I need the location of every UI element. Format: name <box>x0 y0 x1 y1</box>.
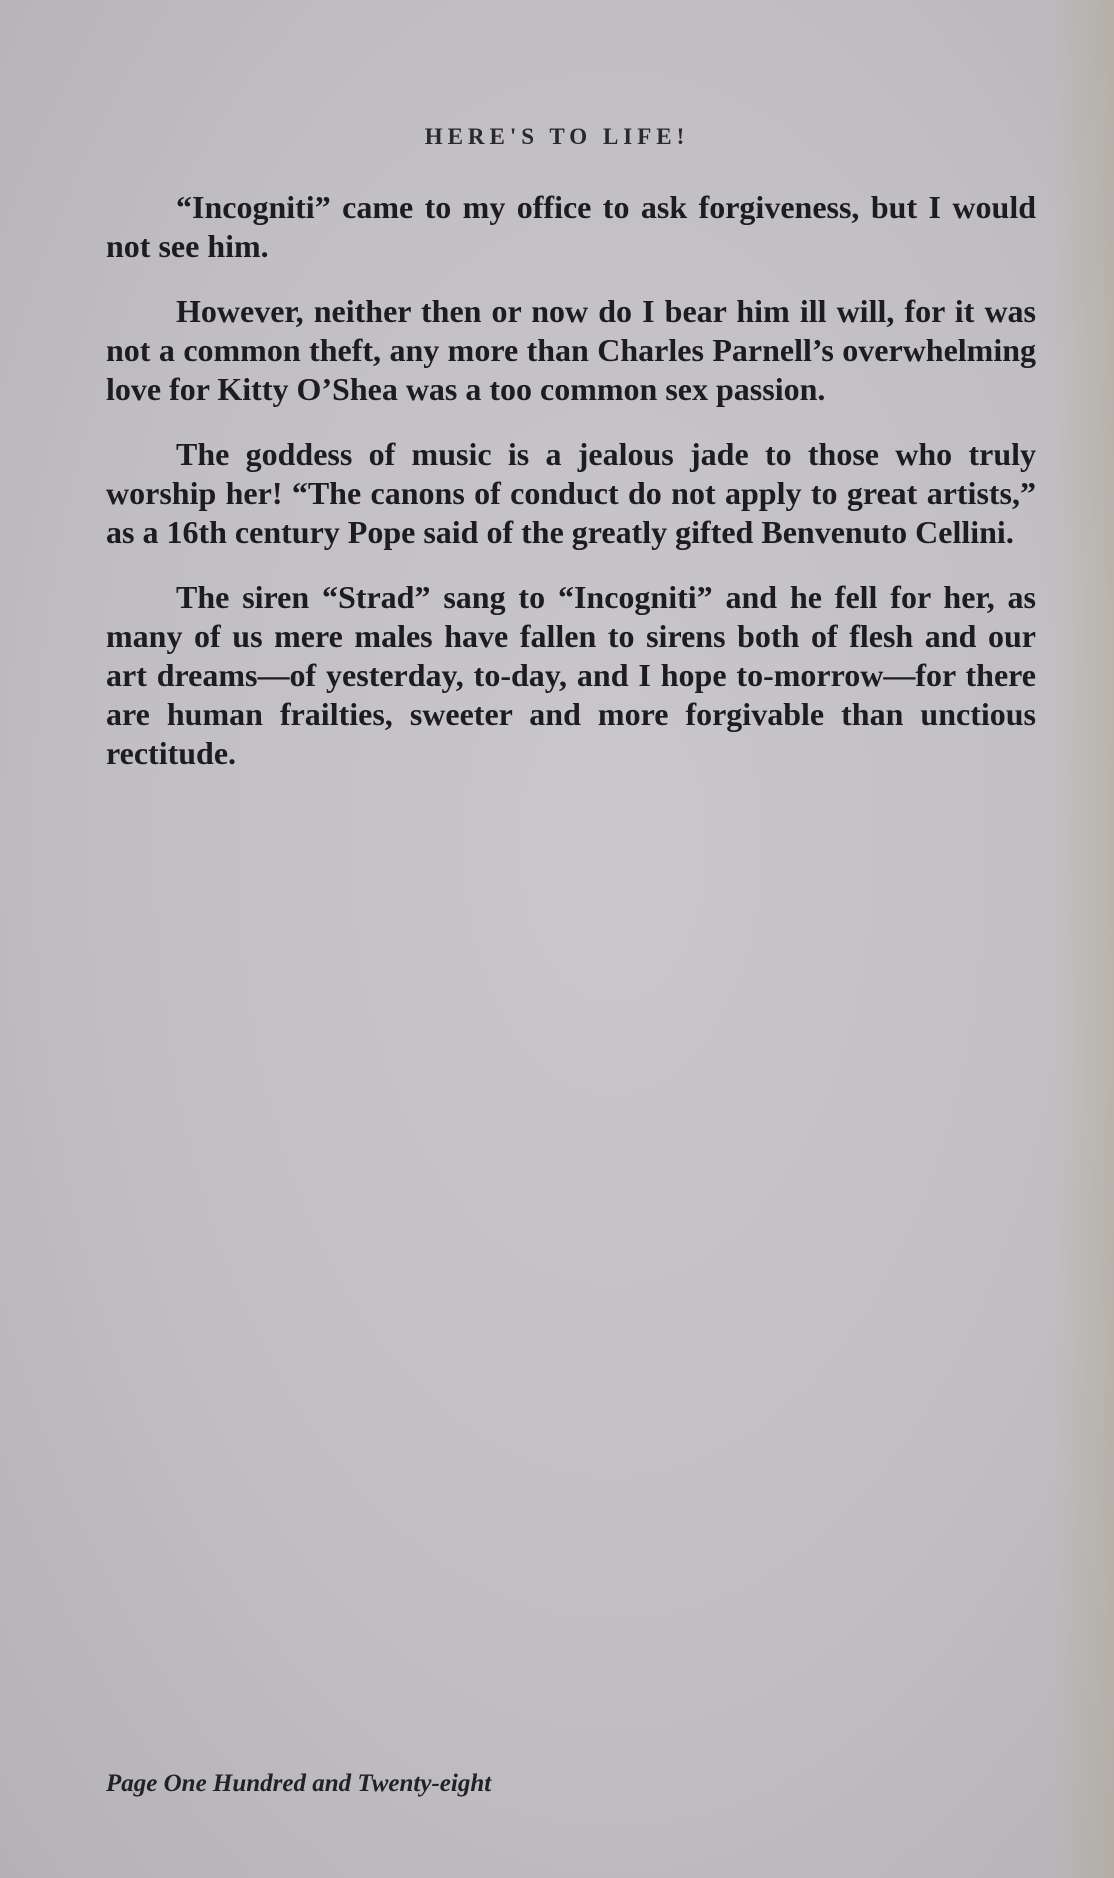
paragraph-1: “Incogniti” came to my office to ask forgiveness, but I would not see him. <box>106 189 1036 264</box>
running-head: HERE'S TO LIFE! <box>424 124 690 149</box>
paragraph-4: The siren “Strad” sang to “Incogniti” and he fell for her, as many of us mere males have fallen to sirens both of flesh and our art dreams—of yesterday, to-day, and I hope to-morrow—for there are human frailties, sweeter and more forgivable than unctious rectitude. <box>106 579 1036 771</box>
paragraph-3: The goddess of music is a jealous jade to those who truly worship her! “The canons of conduct do not apply to great artists,” as a 16th century Pope said of the greatly gifted Benvenuto Cellini. <box>106 436 1036 550</box>
page-number-footer: Page One Hundred and Twenty-eight <box>106 1770 492 1797</box>
paragraph-2: However, neither then or now do I bear him ill will, for it was not a common theft, any more than Charles Parnell’s overwhelming love for Kitty O’Shea was a too common sex passion. <box>106 293 1036 407</box>
body-text <box>106 188 1036 799</box>
